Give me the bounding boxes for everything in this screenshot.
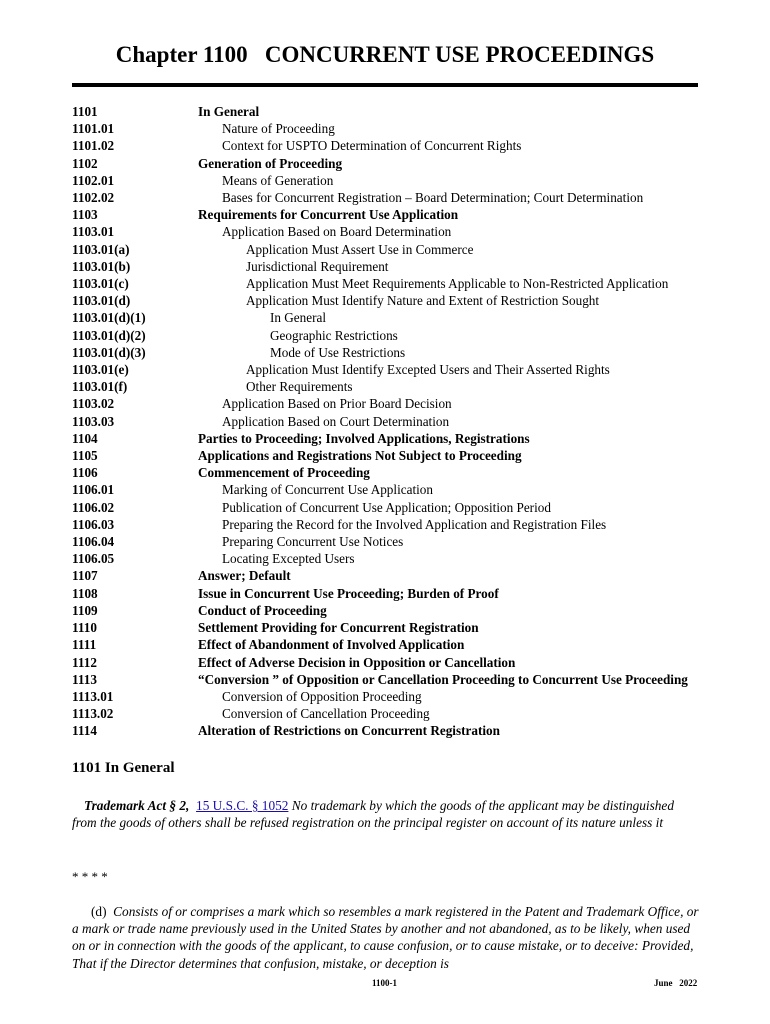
toc-number: 1103.02 [72, 396, 115, 412]
page-date: June 2022 [654, 978, 698, 988]
toc-title: Context for USPTO Determination of Concurrent Rights [222, 138, 522, 154]
toc-row[interactable] [72, 172, 702, 189]
toc-row[interactable] [72, 602, 702, 619]
toc-row[interactable] [72, 137, 702, 154]
toc-title: Preparing Concurrent Use Notices [222, 534, 404, 550]
toc-row[interactable] [72, 464, 702, 481]
toc-row[interactable] [72, 378, 702, 395]
toc-number: 1111 [72, 637, 97, 653]
toc-title: In General [198, 104, 260, 119]
clause-text: Consists of or comprises a mark which so resembles a mark registered in the Patent and Trademark Office, or a mark or trade name previously used in the United States by another and not abandoned, as to be likely, when used on or in connection with the goods of the applicant, to cause confusion, or to cause mistake, or to deceive: Provided, That if the Director determines that confusion, mistake, or deception is [72, 904, 699, 971]
toc-row[interactable] [72, 619, 702, 636]
toc-title: Mode of Use Restrictions [270, 344, 406, 360]
toc-title: Commencement of Proceeding [198, 465, 370, 481]
toc-number: 1105 [72, 448, 98, 464]
toc-title: Requirements for Concurrent Use Application [198, 207, 459, 223]
toc-number: 1103.01(c) [72, 276, 129, 292]
toc-row[interactable] [72, 103, 702, 120]
toc-number: 1108 [72, 585, 98, 601]
toc-row[interactable] [72, 309, 702, 326]
toc-title: Application Must Assert Use in Commerce [246, 241, 474, 257]
toc-title: Application Must Identify Excepted Users and Their Asserted Rights [246, 362, 610, 378]
toc-title: Applications and Registrations Not Subject to Proceeding [198, 448, 522, 464]
toc-title: “Conversion ” of Opposition or Cancellation Proceeding to Concurrent Use Proceeding [198, 671, 688, 687]
toc-row[interactable] [72, 567, 702, 584]
toc-number: 1102 [72, 155, 98, 171]
toc-number: 1103.03 [72, 413, 115, 429]
toc-title: Bases for Concurrent Registration – Board Determination; Court Determination [222, 190, 644, 206]
toc-title: Application Based on Prior Board Decision [222, 396, 452, 412]
omission-stars: * * * * [72, 869, 108, 884]
toc-row[interactable] [72, 327, 702, 344]
toc-title: Geographic Restrictions [270, 327, 398, 343]
clause-label: (d) [91, 904, 107, 919]
toc-title: Locating Excepted Users [222, 551, 355, 567]
toc-row[interactable] [72, 636, 702, 653]
toc-number: 1103.01(f) [72, 379, 128, 395]
toc-number: 1101.01 [72, 121, 115, 137]
toc-number: 1112 [72, 654, 97, 670]
toc-title: Parties to Proceeding; Involved Applications, Registrations [198, 430, 530, 446]
toc-title: Jurisdictional Requirement [246, 258, 389, 274]
toc-title: Settlement Providing for Concurrent Registration [198, 620, 479, 636]
title-rule [72, 83, 698, 87]
page-number: 1100-1 [372, 978, 398, 988]
toc-number: 1103.01 [72, 224, 115, 240]
toc-number: 1106.01 [72, 482, 115, 498]
toc-row[interactable] [72, 155, 702, 172]
toc-row[interactable] [72, 447, 702, 464]
toc-title: Publication of Concurrent Use Application; Opposition Period [222, 499, 551, 515]
toc-title: Issue in Concurrent Use Proceeding; Burden of Proof [198, 585, 499, 601]
toc-title: Application Must Meet Requirements Applicable to Non-Restricted Application [246, 276, 669, 292]
toc-row[interactable] [72, 705, 702, 722]
toc-title: Application Based on Board Determination [222, 224, 452, 240]
toc-number: 1114 [72, 723, 97, 739]
toc-number: 1103.01(b) [72, 258, 131, 274]
toc-number: 1103.01(e) [72, 362, 129, 378]
toc-row[interactable] [72, 361, 702, 378]
statute-paragraph [72, 797, 700, 831]
toc-title: Application Based on Court Determination [222, 413, 450, 429]
toc-number: 1113.01 [72, 688, 114, 704]
statute-act: Trademark Act § 2, [84, 798, 190, 813]
toc-number: 1101.02 [72, 138, 115, 154]
toc-number: 1103.01(a) [72, 241, 130, 257]
toc-number: 1103 [72, 207, 98, 223]
toc-row[interactable] [72, 413, 702, 430]
toc-title: Alteration of Restrictions on Concurrent Registration [198, 723, 500, 739]
toc-title: Generation of Proceeding [198, 155, 343, 171]
toc-number: 1107 [72, 568, 98, 584]
toc-row[interactable] [72, 516, 702, 533]
toc-number: 1109 [72, 602, 98, 618]
toc-row[interactable] [72, 223, 702, 240]
toc-number: 1103.01(d) [72, 293, 131, 309]
section-heading: 1101 In General [72, 760, 175, 776]
toc-title: Effect of Abandonment of Involved Application [198, 637, 465, 653]
toc-title: Nature of Proceeding [222, 121, 335, 137]
toc-title: Application Must Identify Nature and Extent of Restriction Sought [246, 293, 600, 309]
toc-row[interactable] [72, 688, 702, 705]
toc-title: Marking of Concurrent Use Application [222, 482, 433, 498]
toc-row[interactable] [72, 120, 702, 137]
toc-row[interactable] [72, 722, 702, 739]
toc-title: Means of Generation [222, 172, 334, 188]
toc-number: 1102.01 [72, 172, 115, 188]
toc-number: 1106.05 [72, 551, 115, 567]
toc-number: 1106 [72, 465, 98, 481]
toc-title: Other Requirements [246, 379, 353, 395]
clause-paragraph [72, 903, 700, 972]
toc-title: Preparing the Record for the Involved Application and Registration Files [222, 516, 607, 532]
toc-row[interactable] [72, 499, 702, 516]
toc-number: 1103.01(d)(1) [72, 310, 146, 326]
toc-row[interactable] [72, 585, 702, 602]
toc-row[interactable] [72, 654, 702, 671]
toc-title: Effect of Adverse Decision in Opposition or Cancellation [198, 654, 516, 670]
toc-row[interactable] [72, 430, 702, 447]
toc-row[interactable] [72, 275, 702, 292]
table-of-contents [72, 103, 702, 740]
toc-number: 1106.04 [72, 534, 115, 550]
toc-title: Answer; Default [198, 568, 291, 584]
toc-row[interactable] [72, 395, 702, 412]
toc-number: 1113 [72, 671, 97, 687]
chapter-title: Chapter 1100 CONCURRENT USE PROCEEDINGS [115, 42, 655, 67]
toc-row[interactable] [72, 481, 702, 498]
toc-row[interactable] [72, 258, 702, 275]
toc-row[interactable] [72, 533, 702, 550]
toc-number: 1106.02 [72, 499, 115, 515]
toc-row[interactable] [72, 206, 702, 223]
toc-number: 1102.02 [72, 190, 115, 206]
toc-number: 1103.01(d)(3) [72, 344, 146, 360]
toc-row[interactable] [72, 550, 702, 567]
toc-row[interactable] [72, 292, 702, 309]
toc-title: Conversion of Opposition Proceeding [222, 688, 422, 704]
toc-number: 1113.02 [72, 706, 114, 722]
toc-number: 1101 [72, 104, 98, 119]
toc-row[interactable] [72, 189, 702, 206]
toc-row[interactable] [72, 344, 702, 361]
toc-row[interactable] [72, 671, 702, 688]
toc-row[interactable] [72, 241, 702, 258]
toc-number: 1104 [72, 430, 98, 446]
statute-link[interactable]: 15 U.S.C. § 1052 [196, 798, 289, 813]
toc-title: Conversion of Cancellation Proceeding [222, 706, 430, 722]
statute-text: No trademark by which the goods of the applicant may be distinguished from the goods of others shall be refused registration on the principal register on account of its nature unless it [72, 798, 674, 831]
toc-number: 1103.01(d)(2) [72, 327, 146, 343]
toc-number: 1110 [72, 620, 97, 636]
toc-title: In General [270, 310, 327, 326]
toc-title: Conduct of Proceeding [198, 602, 327, 618]
toc-number: 1106.03 [72, 516, 115, 532]
